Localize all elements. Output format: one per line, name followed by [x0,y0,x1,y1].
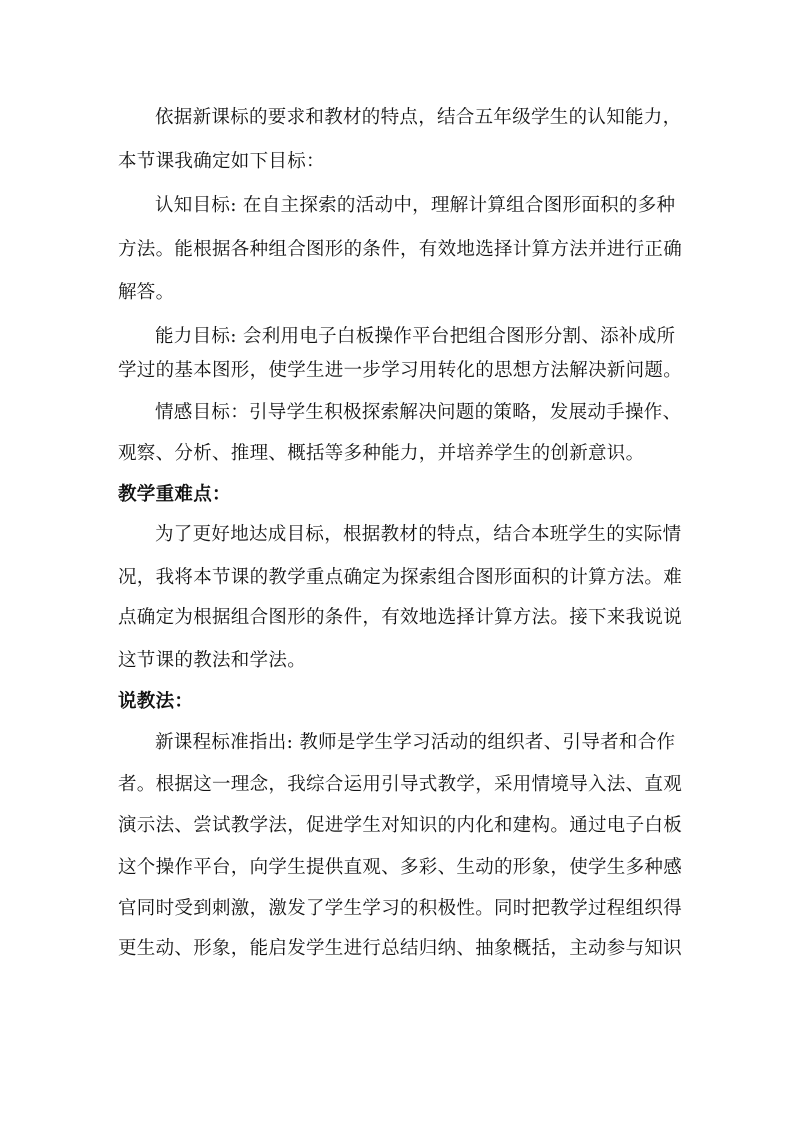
paragraph-line: 新课程标准指出: 教师是学生学习活动的组织者、引导者和合作 [155,732,676,753]
section-heading-teaching-method: 说教法： [118,691,194,712]
paragraph-line: 解答。 [118,282,175,303]
paragraph-line: 这节课的教法和学法。 [118,650,307,671]
paragraph-line: 官同时受到刺激，激发了学生学习的积极性。同时把教学过程组织得 [118,898,683,919]
section-heading-key-points: 教学重难点： [118,484,231,505]
paragraph-line: 依据新课标的要求和教材的特点，结合五年级学生的认知能力， [155,107,682,128]
paragraph-line: 演示法、尝试教学法，促进学生对知识的内化和建构。通过电子白板 [118,815,683,836]
paragraph-line: 方法。能根据各种组合图形的条件，有效地选择计算方法并进行正确 [118,239,683,260]
paragraph-line: 本节课我确定如下目标： [118,151,325,172]
paragraph-line: 这个操作平台，向学生提供直观、多彩、生动的形象，使学生多种感 [118,857,683,878]
paragraph-line: 为了更好地达成目标，根据教材的特点，结合本班学生的实际情 [155,524,682,545]
paragraph-line: 认知目标: 在自主探索的活动中，理解计算组合图形面积的多种 [155,195,676,216]
paragraph-line: 观察、分析、推理、概括等多种能力，并培养学生的创新意识。 [118,443,645,464]
paragraph-line: 更生动、形象，能启发学生进行总结归纳、抽象概括，主动参与知识 [118,938,683,959]
paragraph-line: 况，我将本节课的教学重点确定为探索组合图形面积的计算方法。难 [118,567,683,588]
paragraph-line: 学过的基本图形，使学生进一步学习用转化的思想方法解决新问题。 [118,360,683,381]
paragraph-line: 点确定为根据组合图形的条件，有效地选择计算方法。接下来我说说 [118,607,683,628]
paragraph-line: 者。根据这一理念，我综合运用引导式教学，采用情境导入法、直观 [118,774,683,795]
paragraph-line: 能力目标: 会利用电子白板操作平台把组合图形分割、添补成所 [155,326,676,347]
paragraph-line: 情感目标：引导学生积极探索解决问题的策略，发展动手操作、 [155,402,682,423]
